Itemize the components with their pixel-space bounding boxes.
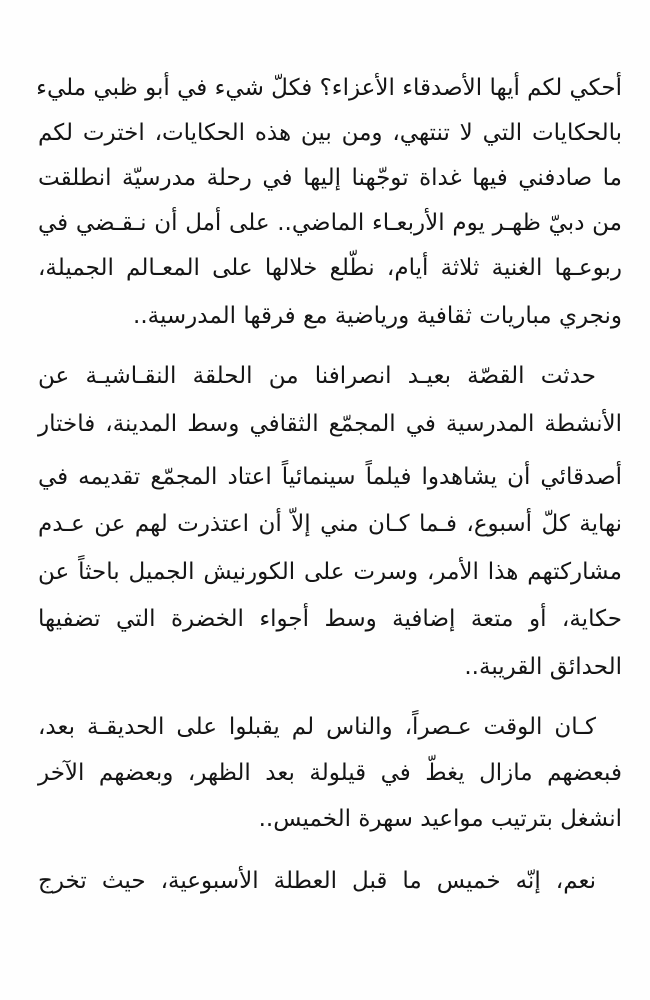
paragraph-2-line-7: الحدائق القريبة.. [464,654,622,680]
paragraph-4-line-1: نعم، إنّه خميس ما قبل العطلة الأسبوعية، حيث تخرج [38,868,596,894]
paragraph-1-line-2: بالحكايات التي لا تنتهي، ومن بين هذه الحكايات، اخترت لكم [38,120,622,146]
paragraph-1-line-5: ربوعـها الغنية ثلاثة أيام، نطّلع خلالها على المعـالم الجميلة، [38,255,622,281]
paragraph-3-line-1: كـان الوقت عـصراً، والناس لم يقبلوا على الحديقـة بعد، [38,714,596,740]
paragraph-2-line-5: مشاركتهم هذا الأمر، وسرت على الكورنيش الجميل باحثاً عن [38,559,622,585]
paragraph-1-line-3: ما صادفني فيها غداة توجّهنا إليها في رحلة مدرسيّة انطلقت [38,165,622,191]
paragraph-2-line-3: أصدقائي أن يشاهدوا فيلماً سينمائياً اعتاد المجمّع تقديمه في [38,464,622,490]
paragraph-1-line-6: ونجري مباريات ثقافية ورياضية مع فرقها المدرسية.. [133,303,622,329]
paragraph-1-line-1: أحكي لكم أيها الأصدقاء الأعزاء؟ فكلّ شيء في أبو ظبي مليء [36,75,622,101]
paragraph-3-line-2: فبعضهم مازال يغطّ في قيلولة بعد الظهر، وبعضهم الآخر [38,760,622,786]
paragraph-2-line-4: نهاية كلّ أسبوع، فـما كـان مني إلاّ أن اعتذرت لهم عن عـدم [38,511,622,537]
paragraph-2-line-6: حكاية، أو متعة إضافية وسط أجواء الخضرة التي تضفيها [38,606,622,632]
paragraph-3-line-3: انشغل بترتيب مواعيد سهرة الخميس.. [258,806,622,832]
paragraph-1-line-4: من دبيّ ظهـر يوم الأربعـاء الماضي.. على أمل أن نـقـضي في [38,210,622,236]
paragraph-2-line-2: الأنشطة المدرسية في المجمّع الثقافي وسط المدينة، فاختار [38,411,622,437]
paragraph-2-line-1: حدثت القصّة بعيـد انصرافنا من الحلقة النقـاشيـة عن [38,363,596,389]
